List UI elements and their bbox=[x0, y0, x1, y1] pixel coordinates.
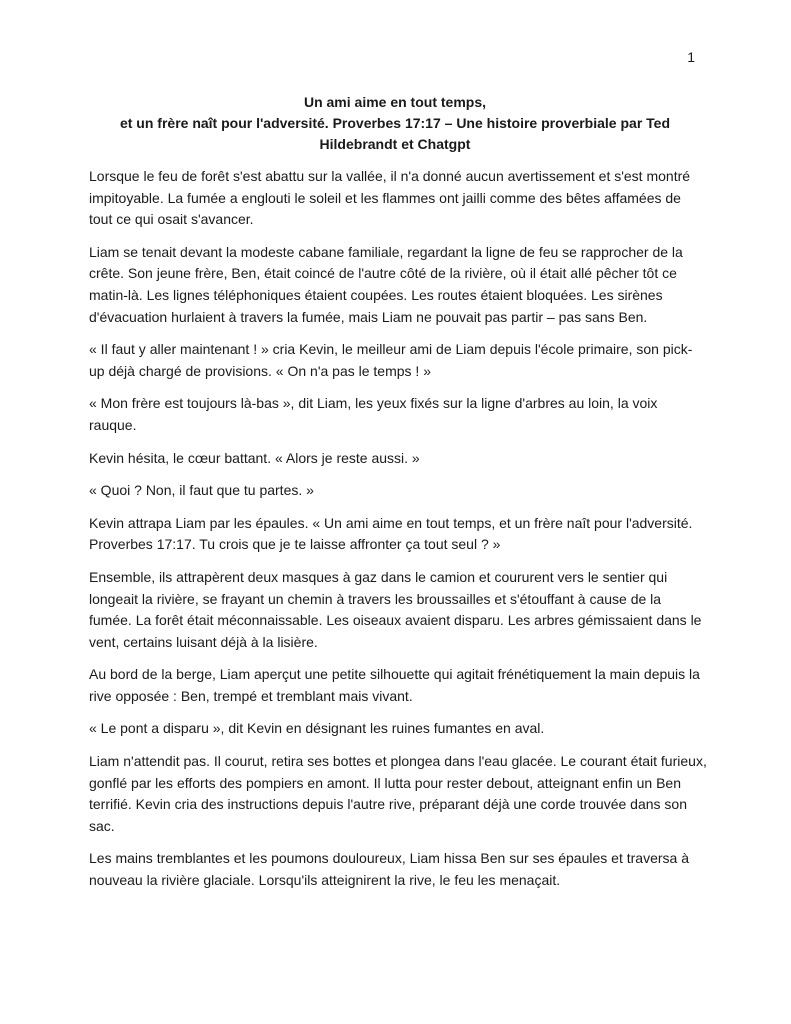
paragraph: « Mon frère est toujours là-bas », dit Liam, les yeux fixés sur la ligne d'arbres au loin, la voix rauque. bbox=[89, 395, 658, 433]
paragraph: « Quoi ? Non, il faut que tu partes. » bbox=[89, 482, 314, 499]
paragraph: Kevin attrapa Liam par les épaules. « Un ami aime en tout temps, et un frère naît pour l'adversité. Proverbes 17:17. Tu crois que je te laisse affronter ça tout seul ? » bbox=[89, 514, 693, 553]
paragraph: Lorsque le feu de forêt s'est abattu sur la vallée, il n'a donné aucun avertissement et s'est montré impitoyable. La fumée a englouti le soleil et les flammes ont jailli comme des bêtes affamées de tout ce qui osait s'avancer. bbox=[89, 168, 691, 228]
paragraph: Ensemble, ils attrapèrent deux masques à gaz dans le camion et coururent vers le sentier qui longeait la rivière, se frayant un chemin à travers les broussailles et s'étouffant à cause de la fumée. La forêt était méconnaissable. Les oiseaux avaient disparu. Les arbres gémissaient dans le vent, certains luisant déjà à la lisière. bbox=[89, 568, 702, 650]
document-title bbox=[88, 92, 702, 155]
paragraph: « Il faut y aller maintenant ! » cria Kevin, le meilleur ami de Liam depuis l'école primaire, son pick-up déjà chargé de provisions. « On n'a pas le temps ! » bbox=[89, 341, 693, 379]
page-number: 1 bbox=[687, 49, 695, 65]
title-line-2: et un frère naît pour l'adversité. Proverbes 17:17 – Une histoire proverbiale par Ted bbox=[119, 115, 671, 131]
paragraph: Kevin hésita, le cœur battant. « Alors je reste aussi. » bbox=[89, 449, 420, 466]
paragraph: « Le pont a disparu », dit Kevin en désignant les ruines fumantes en aval. bbox=[89, 720, 545, 737]
title-line-1: Un ami aime en tout temps, bbox=[303, 94, 487, 110]
paragraph: Les mains tremblantes et les poumons douloureux, Liam hissa Ben sur ses épaules et traversa à nouveau la rivière glaciale. Lorsqu'ils atteignirent la rive, le feu les menaçait. bbox=[89, 850, 689, 889]
paragraph: Au bord de la berge, Liam aperçut une petite silhouette qui agitait frénétiquement la main depuis la rive opposée : Ben, trempé et tremblant mais vivant. bbox=[89, 666, 700, 704]
paragraph: Liam se tenait devant la modeste cabane familiale, regardant la ligne de feu se rapprocher de la crête. Son jeune frère, Ben, était coincé de l'autre côté de la rivière, où il était allé pêcher tôt ce matin-là. Les lignes téléphoniques étaient coupées. Les routes étaient bloquées. Les sirènes d'évacuation hurlaient à travers la fumée, mais Liam ne pouvait pas partir – pas sans Ben. bbox=[89, 243, 683, 325]
title-line-3: Hildebrandt et Chatgpt bbox=[319, 136, 471, 152]
document-body bbox=[89, 166, 707, 903]
paragraph: Liam n'attendit pas. Il courut, retira ses bottes et plongea dans l'eau glacée. Le courant était furieux, gonflé par les efforts des pompiers en amont. Il lutta pour rester debout, atteignant enfin un Ben terrifié. Kevin cria des instructions depuis l'autre rive, préparant déjà une corde trouvée dans son sac. bbox=[89, 753, 707, 834]
